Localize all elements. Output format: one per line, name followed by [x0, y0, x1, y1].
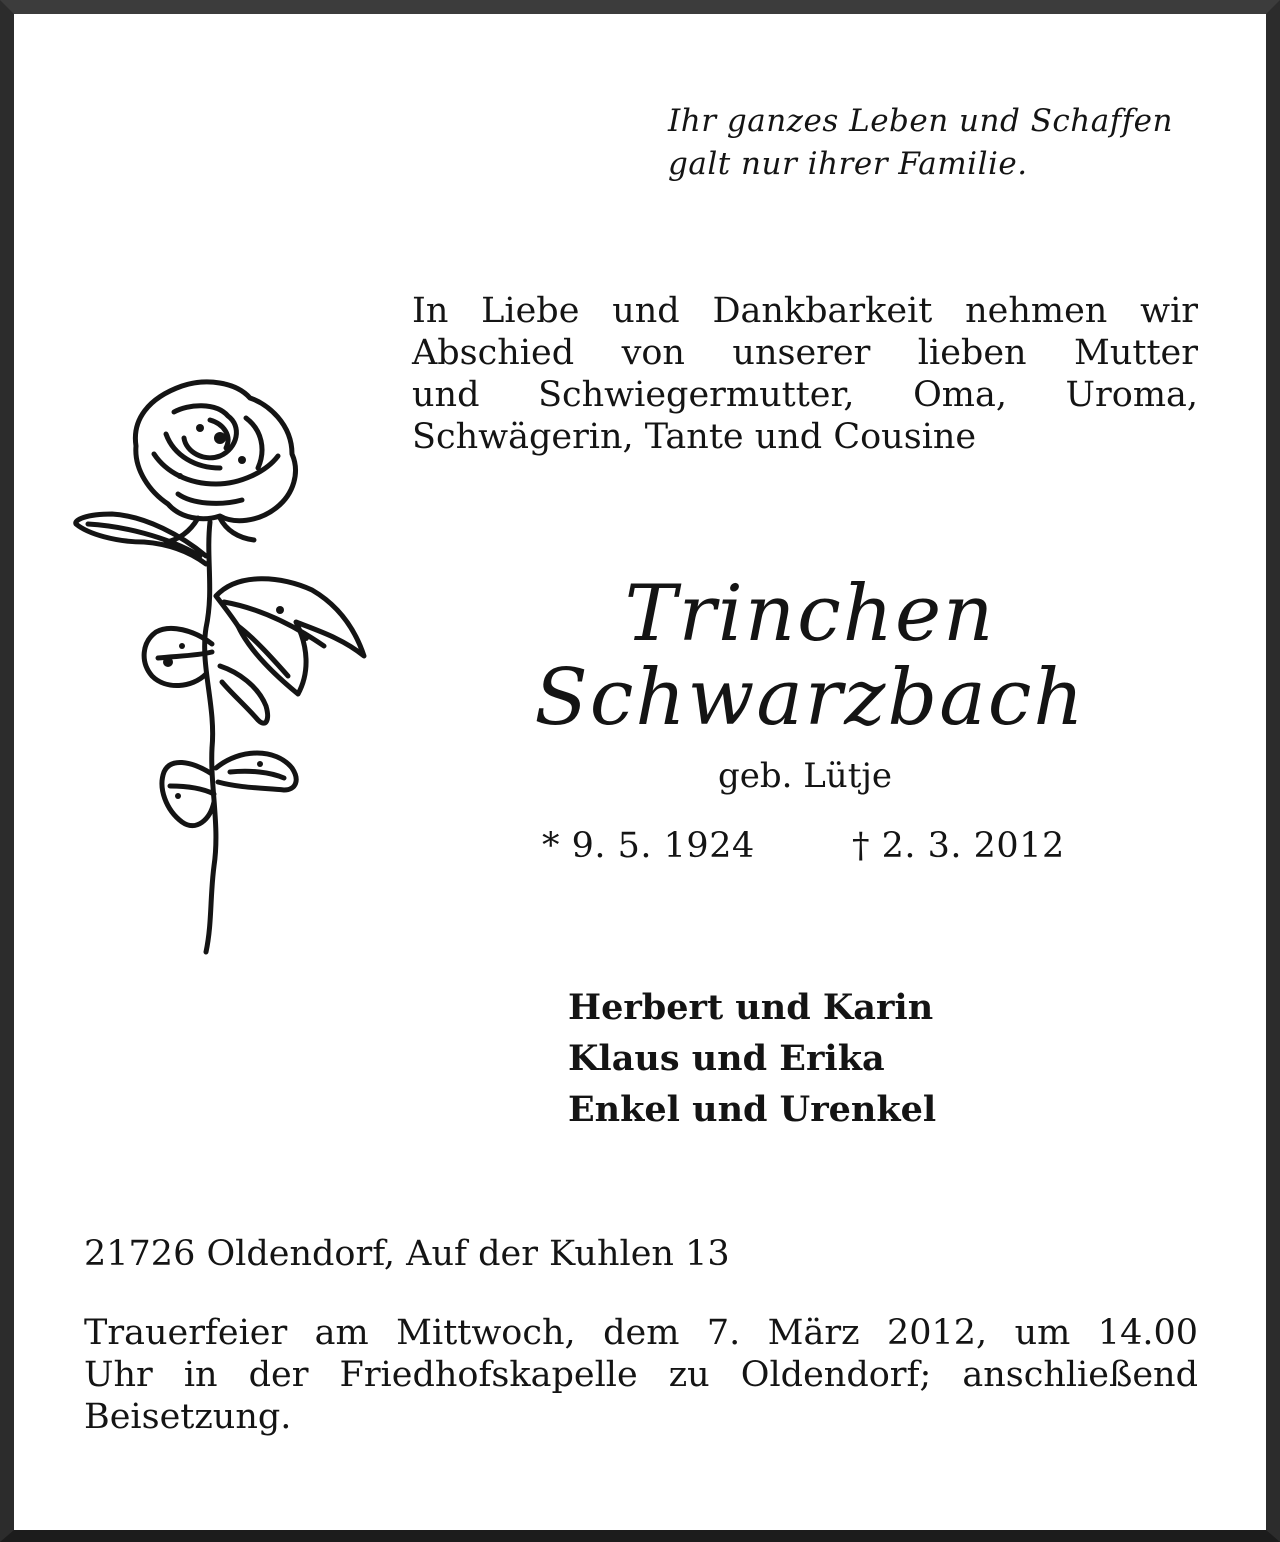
deceased-first-name: Trinchen	[624, 569, 996, 659]
address: 21726 Oldendorf, Auf der Kuhlen 13	[84, 1234, 730, 1274]
intro-line: und Schwiegermutter, Oma, Uroma,	[412, 375, 1198, 415]
motto-quote	[668, 100, 1228, 186]
rose-icon	[70, 376, 376, 956]
death-date: † 2. 3. 2012	[852, 826, 1065, 866]
ceremony-line: Beisetzung.	[84, 1397, 292, 1437]
ceremony-info	[84, 1312, 1198, 1438]
ceremony-line: Uhr in der Friedhofskapelle zu Oldendorf; anschließend	[84, 1355, 1198, 1395]
motto-line: Ihr ganzes Leben und Schaffen	[668, 103, 1173, 139]
intro-line: Schwägerin, Tante und Cousine	[412, 417, 977, 457]
deceased-last-name: Schwarzbach	[534, 653, 1086, 743]
motto-line: galt nur ihrer Familie.	[668, 146, 1028, 182]
family-line: Enkel und Urenkel	[568, 1089, 937, 1130]
family-line: Herbert und Karin	[568, 987, 934, 1028]
family-signatures	[568, 982, 936, 1135]
birth-date: * 9. 5. 1924	[542, 826, 755, 866]
maiden-name: geb. Lütje	[717, 756, 893, 796]
family-line: Klaus und Erika	[568, 1038, 885, 1079]
intro-text	[412, 290, 1198, 458]
intro-line: Abschied von unserer lieben Mutter	[412, 333, 1198, 373]
intro-line: In Liebe und Dankbarkeit nehmen wir	[412, 291, 1198, 331]
ceremony-line: Trauerfeier am Mittwoch, dem 7. März 2012, um 14.00	[84, 1313, 1198, 1353]
